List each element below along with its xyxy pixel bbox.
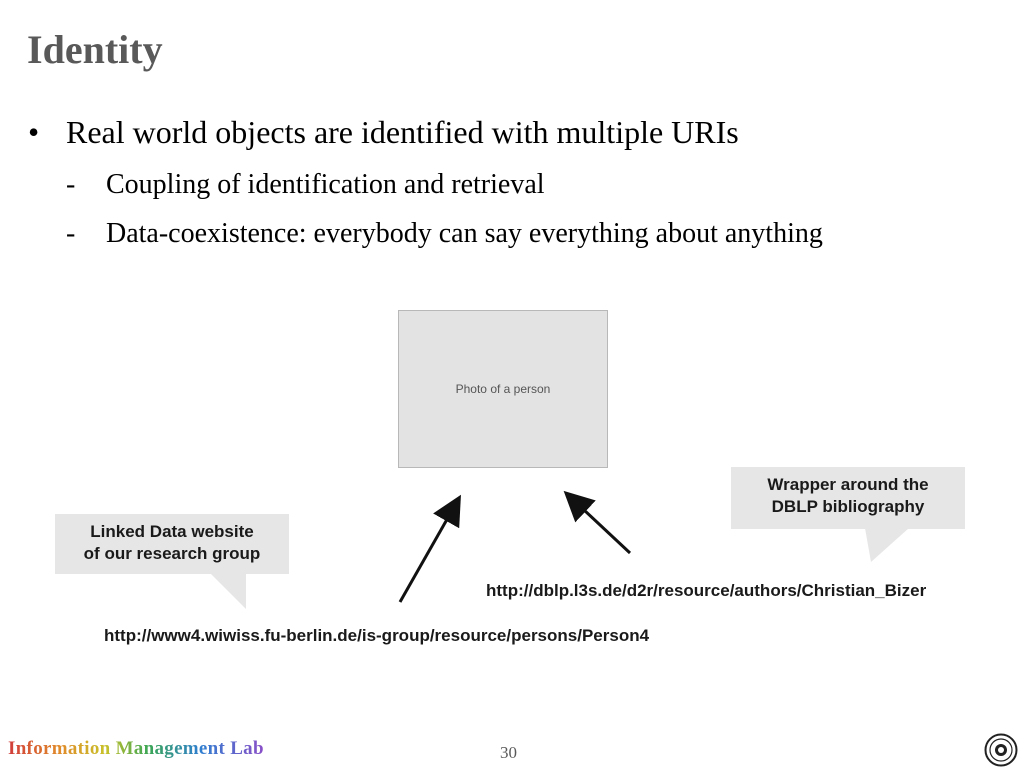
lab-logo: Information Management Lab bbox=[8, 738, 264, 759]
callout-left-line-2: of our research group bbox=[83, 544, 261, 564]
callout-left-line-1: Linked Data website bbox=[90, 522, 254, 541]
sub-bullet-text: Coupling of identification and retrieval bbox=[106, 169, 545, 200]
sub-bullet-marker: - bbox=[66, 169, 76, 200]
bullet-marker: • bbox=[28, 114, 40, 150]
sub-bullet-item bbox=[66, 217, 823, 251]
callout-left bbox=[55, 514, 289, 574]
slide-title: Identity bbox=[27, 27, 163, 72]
bullet-text: Real world objects are identified with multiple URIs bbox=[66, 114, 739, 150]
uri-wiwiss: http://www4.wiwiss.fu-berlin.de/is-group/resource/persons/Person4 bbox=[104, 626, 650, 645]
callout-right bbox=[731, 467, 965, 529]
callout-right-line-1: Wrapper around the bbox=[767, 475, 929, 494]
callout-right-tail bbox=[865, 528, 915, 564]
bullet-item bbox=[28, 113, 739, 151]
photo-placeholder-label: Photo of a person bbox=[455, 382, 551, 396]
callout-left-tail bbox=[210, 573, 250, 613]
page-number: 30 bbox=[500, 743, 517, 762]
callout-right-line-2: DBLP bibliography bbox=[771, 497, 925, 517]
arrow-right bbox=[568, 495, 630, 553]
sub-bullet-marker: - bbox=[66, 218, 76, 249]
university-seal-icon bbox=[984, 733, 1018, 767]
sub-bullet-item bbox=[66, 168, 545, 202]
person-photo bbox=[398, 310, 608, 468]
uri-dblp: http://dblp.l3s.de/d2r/resource/authors/Christian_Bizer bbox=[486, 581, 927, 600]
sub-bullet-text: Data-coexistence: everybody can say everything about anything bbox=[106, 218, 823, 249]
arrow-left bbox=[400, 500, 458, 602]
